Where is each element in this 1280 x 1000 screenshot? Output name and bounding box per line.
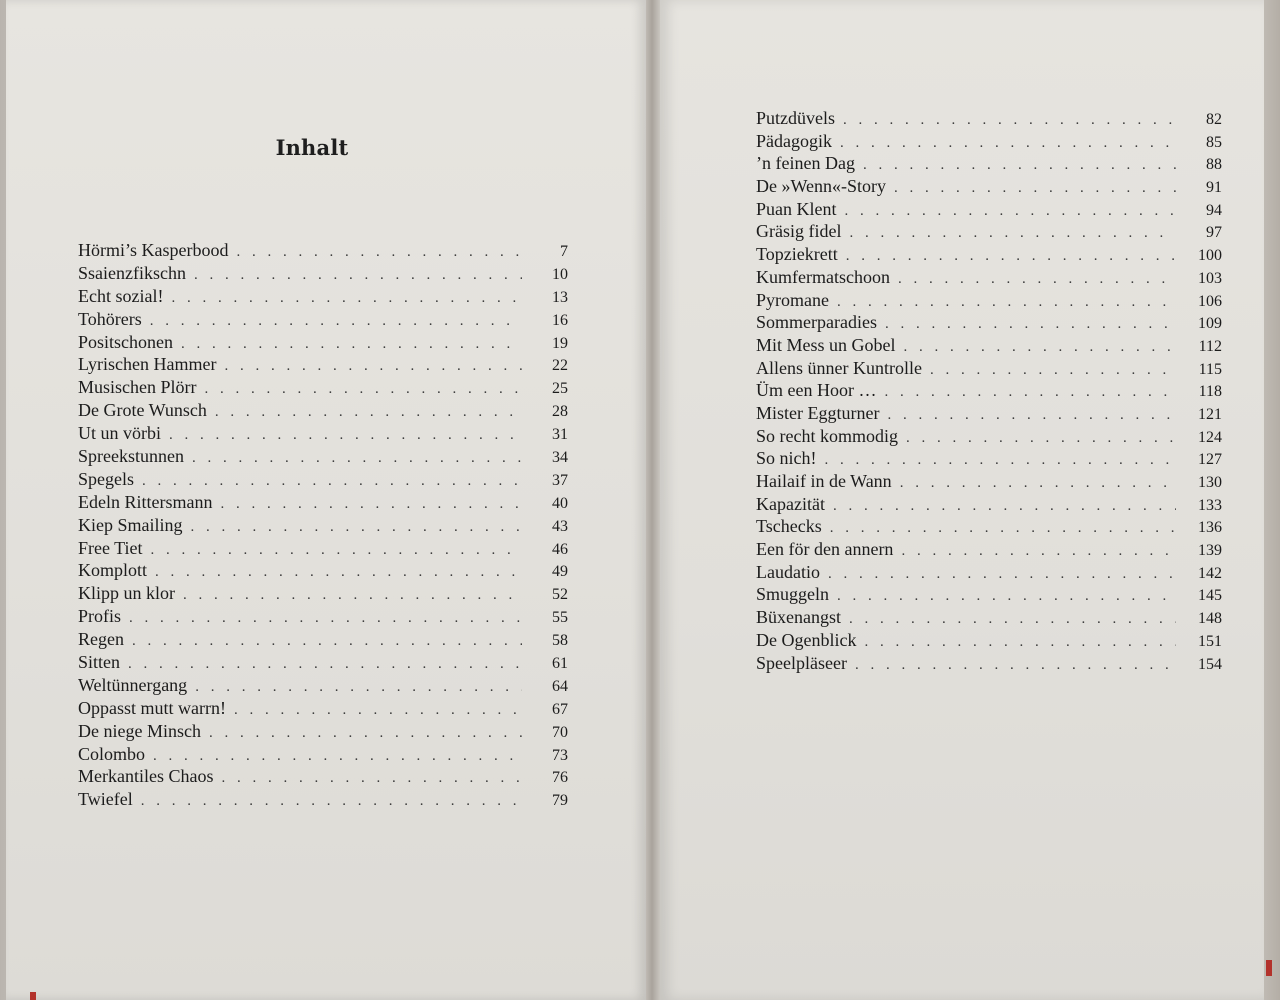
toc-entry-page-number: 112 [1198, 337, 1222, 355]
toc-entry [756, 539, 1222, 562]
toc-entry-title: Tohörers [78, 308, 142, 329]
toc-entry [78, 286, 568, 309]
dot-leader [837, 294, 1176, 311]
toc-entry-title: Pädagogik [756, 130, 832, 151]
dot-leader [150, 313, 522, 330]
toc-entry [78, 332, 568, 355]
toc-entry-title: Putzdüvels [756, 108, 835, 128]
toc-entry-page-number: 34 [552, 449, 568, 467]
toc-entry [78, 309, 568, 332]
toc-entry-page-number: 25 [552, 380, 568, 398]
dot-leader [128, 656, 522, 673]
dot-leader [153, 748, 522, 765]
toc-entry-page-number: 61 [552, 655, 568, 673]
toc-entry [756, 516, 1222, 539]
dot-leader [205, 381, 523, 398]
toc-entry-title: Puan Klent [756, 198, 837, 219]
right-page [660, 0, 1264, 1000]
toc-entry [756, 426, 1222, 449]
toc-entry [78, 698, 568, 721]
toc-entry-page-number: 55 [552, 609, 568, 627]
dot-leader [837, 588, 1176, 605]
toc-entry-title: Smuggeln [756, 584, 830, 605]
toc-entry-page-number: 82 [1206, 111, 1222, 128]
toc-entry-page-number: 121 [1198, 405, 1222, 423]
toc-entry-title: Lyrischen Hammer [78, 354, 217, 375]
toc-entry [756, 448, 1222, 471]
toc-entry-title: Mit Mess un Gobel [756, 334, 896, 355]
toc-entry [756, 584, 1222, 607]
dot-leader [192, 450, 522, 467]
toc-entry-page-number: 22 [552, 357, 568, 375]
dot-leader [845, 203, 1177, 220]
toc-entry-title: Regen [78, 629, 124, 650]
toc-entry-title: ’n feinen Dag [756, 153, 855, 174]
dot-leader [898, 271, 1176, 288]
toc-entry-title: Spegels [78, 468, 134, 489]
toc-entry [756, 494, 1222, 517]
toc-entry-page-number: 46 [552, 540, 568, 558]
toc-entry-page-number: 58 [552, 632, 568, 650]
toc-list-right [756, 108, 1222, 675]
toc-entry-page-number: 16 [552, 311, 568, 329]
dot-leader [906, 430, 1176, 447]
dot-leader [849, 611, 1176, 628]
dot-leader [855, 657, 1176, 674]
toc-entry [78, 377, 568, 400]
dot-leader [195, 679, 522, 696]
toc-entry-title: Free Tiet [78, 537, 143, 558]
dot-leader [142, 473, 522, 490]
dot-leader [846, 248, 1176, 265]
toc-entry [78, 515, 568, 538]
toc-entry-title: Komplott [78, 560, 148, 581]
toc-entry [756, 131, 1222, 154]
dot-leader [849, 225, 1176, 242]
left-page [6, 0, 646, 1000]
toc-entry [756, 630, 1222, 653]
bookmark-ribbon-icon [30, 992, 36, 1000]
toc-entry-title: Laudatio [756, 561, 820, 582]
toc-entry-title: Weltünnergang [78, 674, 188, 695]
toc-entry-title: Üm een Hoor … [756, 380, 877, 401]
dot-leader [236, 244, 522, 261]
toc-entry [756, 403, 1222, 426]
toc-entry [756, 653, 1222, 676]
toc-entry-title: Oppasst mutt warrn! [78, 697, 226, 718]
toc-entry-page-number: 76 [552, 769, 568, 787]
toc-entry-page-number: 127 [1198, 451, 1222, 469]
toc-entry-page-number: 28 [552, 403, 568, 421]
dot-leader [183, 587, 522, 604]
toc-entry-page-number: 124 [1198, 428, 1222, 446]
dot-leader [930, 362, 1176, 379]
dot-leader [833, 498, 1176, 515]
toc-entry-title: Ssaienzfikschn [78, 262, 186, 283]
dot-leader [215, 404, 522, 421]
toc-entry [756, 199, 1222, 222]
toc-entry-title: Pyromane [756, 289, 829, 310]
toc-entry-title: Gräsig fidel [756, 221, 842, 242]
dot-leader [901, 543, 1176, 560]
toc-entry [756, 244, 1222, 267]
toc-entry-page-number: 73 [552, 746, 568, 764]
dot-leader [840, 135, 1176, 152]
toc-entry [78, 766, 568, 789]
toc-entry-page-number: 85 [1206, 133, 1222, 151]
toc-entry-page-number: 91 [1206, 179, 1222, 197]
dot-leader [825, 452, 1177, 469]
toc-entry-page-number: 67 [552, 700, 568, 718]
toc-entry-page-number: 49 [552, 563, 568, 581]
toc-entry [78, 446, 568, 469]
dot-leader [171, 290, 522, 307]
page-title: Inhalt [275, 135, 349, 160]
toc-entry-title: Tschecks [756, 516, 822, 537]
toc-entry-title: So recht kommodig [756, 425, 898, 446]
toc-entry-page-number: 133 [1198, 496, 1222, 514]
toc-entry-page-number: 37 [552, 471, 568, 489]
toc-entry-page-number: 106 [1198, 292, 1222, 310]
toc-entry [78, 423, 568, 446]
dot-leader [129, 610, 522, 627]
dot-leader [220, 496, 522, 513]
toc-entry-page-number: 151 [1198, 632, 1222, 650]
dot-leader [884, 384, 1176, 401]
dot-leader [904, 339, 1177, 356]
toc-entry [78, 240, 568, 263]
toc-entry [756, 153, 1222, 176]
toc-entry [756, 312, 1222, 335]
toc-list-left [78, 240, 568, 812]
toc-entry-page-number: 79 [552, 792, 568, 810]
toc-entry-title: Echt sozial! [78, 285, 164, 306]
toc-entry-page-number: 109 [1198, 315, 1222, 333]
toc-entry-title: Topziekrett [756, 244, 838, 265]
dot-leader [894, 180, 1176, 197]
dot-leader [863, 157, 1176, 174]
toc-entry [78, 538, 568, 561]
dot-leader [151, 542, 522, 559]
toc-entry-page-number: 100 [1198, 247, 1222, 265]
toc-entry-title: Twiefel [78, 789, 133, 810]
toc-entry [78, 721, 568, 744]
toc-entry-title: Allens ünner Kuntrolle [756, 357, 922, 378]
toc-entry-title: Kapazität [756, 493, 825, 514]
toc-entry-title: Kiep Smailing [78, 514, 183, 535]
toc-entry-page-number: 103 [1198, 269, 1222, 287]
toc-entry-page-number: 97 [1206, 224, 1222, 242]
toc-entry-page-number: 10 [552, 265, 568, 283]
toc-entry-page-number: 94 [1206, 201, 1222, 219]
dot-leader [900, 475, 1176, 492]
toc-entry [756, 471, 1222, 494]
dot-leader [155, 564, 522, 581]
toc-entry-page-number: 148 [1198, 610, 1222, 628]
toc-entry [78, 354, 568, 377]
dot-leader [194, 267, 522, 284]
toc-entry [78, 400, 568, 423]
toc-entry [78, 560, 568, 583]
toc-entry-page-number: 70 [552, 723, 568, 741]
toc-entry [78, 263, 568, 286]
toc-entry-title: De niege Minsch [78, 720, 201, 741]
dot-leader [843, 112, 1176, 129]
dot-leader [234, 702, 522, 719]
toc-entry-page-number: 145 [1198, 587, 1222, 605]
toc-entry-title: Hailaif in de Wann [756, 471, 892, 491]
toc-entry-title: Kumfermatschoon [756, 266, 890, 287]
dot-leader [169, 427, 522, 444]
toc-entry-title: Positschonen [78, 331, 174, 352]
toc-entry [756, 335, 1222, 358]
toc-entry-page-number: 115 [1198, 360, 1222, 378]
bookmark-ribbon-icon [1266, 960, 1272, 976]
dot-leader [887, 407, 1176, 424]
toc-entry [756, 358, 1222, 381]
dot-leader [224, 358, 522, 375]
toc-entry-page-number: 43 [552, 517, 568, 535]
toc-entry-title: Profis [78, 606, 122, 627]
toc-entry-page-number: 139 [1198, 542, 1222, 560]
toc-entry [78, 789, 568, 812]
toc-entry-page-number: 136 [1198, 519, 1222, 537]
toc-entry-page-number: 52 [552, 586, 568, 604]
dot-leader [828, 566, 1176, 583]
toc-entry-title: So nich! [756, 448, 817, 469]
toc-entry [756, 607, 1222, 630]
dot-leader [209, 725, 522, 742]
toc-entry-title: De »Wenn«-Story [756, 176, 887, 197]
toc-entry-page-number: 19 [552, 334, 568, 352]
toc-entry-title: Edeln Rittersmann [78, 491, 213, 512]
dot-leader [885, 316, 1176, 333]
toc-entry-page-number: 7 [560, 243, 568, 260]
dot-leader [221, 770, 522, 787]
toc-entry-title: De Ogenblick [756, 629, 857, 650]
toc-entry-title: Colombo [78, 743, 146, 764]
toc-entry-title: Hörmi’s Kasperbood [78, 240, 229, 260]
dot-leader [830, 520, 1176, 537]
toc-entry [78, 492, 568, 515]
dot-leader [141, 793, 522, 810]
toc-entry-title: Büxenangst [756, 607, 841, 628]
toc-entry-title: Ut un vörbi [78, 423, 161, 444]
toc-entry [756, 221, 1222, 244]
toc-entry-page-number: 40 [552, 494, 568, 512]
toc-entry-title: Musischen Plörr [78, 377, 197, 398]
toc-entry-title: Sitten [78, 652, 121, 673]
toc-entry [756, 290, 1222, 313]
toc-entry [756, 380, 1222, 403]
toc-entry-page-number: 118 [1198, 383, 1222, 401]
toc-entry [78, 629, 568, 652]
toc-entry [78, 606, 568, 629]
toc-entry-title: Sommerparadies [756, 312, 877, 333]
toc-entry [756, 267, 1222, 290]
toc-entry-title: Spreekstunnen [78, 446, 184, 467]
toc-entry-page-number: 130 [1198, 474, 1222, 491]
toc-entry [78, 675, 568, 698]
toc-entry-page-number: 142 [1198, 564, 1222, 582]
toc-entry-title: Een för den annern [756, 539, 894, 560]
toc-entry [78, 469, 568, 492]
toc-entry-title: De Grote Wunsch [78, 400, 207, 421]
toc-entry-page-number: 88 [1206, 156, 1222, 174]
dot-leader [181, 336, 522, 353]
toc-entry-page-number: 13 [552, 288, 568, 306]
dot-leader [191, 519, 523, 536]
toc-entry [756, 108, 1222, 131]
toc-entry [78, 652, 568, 675]
toc-entry-page-number: 154 [1198, 655, 1222, 673]
toc-entry-title: Klipp un klor [78, 583, 175, 604]
dot-leader [132, 633, 522, 650]
toc-entry [78, 744, 568, 767]
toc-entry [756, 176, 1222, 199]
toc-entry-page-number: 31 [552, 426, 568, 444]
toc-entry-title: Speelpläseer [756, 652, 847, 673]
toc-entry-title: Mister Eggturner [756, 402, 880, 423]
toc-entry [78, 583, 568, 606]
dot-leader [864, 634, 1176, 651]
toc-entry [756, 562, 1222, 585]
toc-entry-title: Merkantiles Chaos [78, 766, 214, 787]
toc-entry-page-number: 64 [552, 677, 568, 695]
